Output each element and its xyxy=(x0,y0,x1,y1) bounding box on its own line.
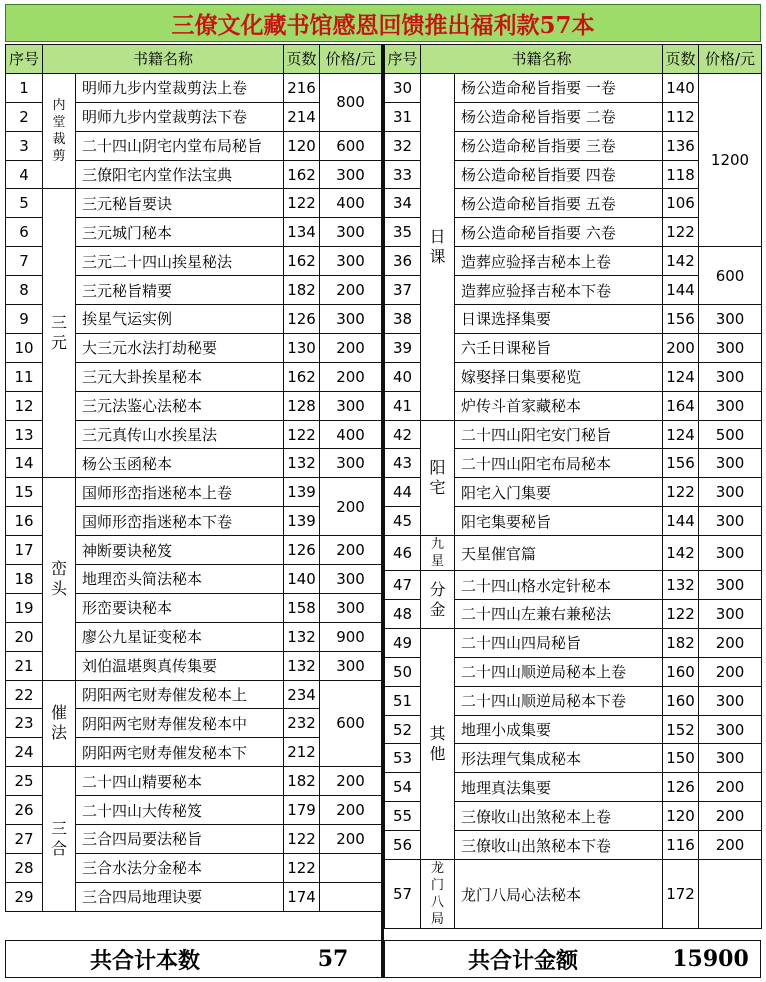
price-cell: 200 xyxy=(320,825,382,854)
row-number: 39 xyxy=(385,333,421,362)
row-number: 40 xyxy=(385,362,421,391)
header-name: 书籍名称 xyxy=(421,45,663,74)
header-pages: 页数 xyxy=(663,45,699,74)
book-title: 六壬日课秘旨 xyxy=(455,333,663,362)
page-count: 232 xyxy=(284,709,320,738)
page-count: 156 xyxy=(663,305,699,334)
book-title: 三元城门秘本 xyxy=(76,218,284,247)
page-count: 140 xyxy=(663,73,699,102)
price-cell: 200 xyxy=(699,773,762,802)
book-title: 二十四山左兼右兼秘法 xyxy=(455,600,663,629)
page-count: 150 xyxy=(663,744,699,773)
row-number: 29 xyxy=(6,882,43,911)
book-title: 国师形峦指迷秘本上卷 xyxy=(76,478,284,507)
price-cell: 200 xyxy=(320,333,382,362)
page-count: 122 xyxy=(284,189,320,218)
row-number: 20 xyxy=(6,622,43,651)
page-count: 122 xyxy=(663,600,699,629)
price-cell: 300 xyxy=(699,449,762,478)
page-count: 214 xyxy=(284,102,320,131)
book-title: 杨公造命秘旨指要 一卷 xyxy=(455,73,663,102)
price-cell: 200 xyxy=(320,767,382,796)
price-cell: 500 xyxy=(699,420,762,449)
page-count: 134 xyxy=(284,218,320,247)
page-count: 122 xyxy=(284,853,320,882)
row-number: 52 xyxy=(385,715,421,744)
book-title: 日课选择集要 xyxy=(455,305,663,334)
page-count: 112 xyxy=(663,102,699,131)
page-count: 126 xyxy=(284,305,320,334)
total-amount-label: 共合计金额 xyxy=(467,947,578,974)
page-count: 144 xyxy=(663,507,699,536)
row-number: 8 xyxy=(6,276,43,305)
row-number: 14 xyxy=(6,449,43,478)
row-number: 36 xyxy=(385,247,421,276)
price-cell: 300 xyxy=(699,362,762,391)
price-cell: 200 xyxy=(320,362,382,391)
table-row xyxy=(385,628,762,657)
page-count: 182 xyxy=(284,767,320,796)
price-cell: 300 xyxy=(320,305,382,334)
book-title: 三元法鉴心法秘本 xyxy=(76,391,284,420)
book-title: 三合水法分金秘本 xyxy=(76,853,284,882)
page-count: 216 xyxy=(284,73,320,102)
price-cell: 900 xyxy=(320,622,382,651)
row-number: 1 xyxy=(6,73,43,102)
page-title: 三僚文化藏书馆感恩回馈推出福利款57本 xyxy=(171,11,595,39)
row-number: 23 xyxy=(6,709,43,738)
row-number: 49 xyxy=(385,628,421,657)
price-cell: 300 xyxy=(320,247,382,276)
row-number: 3 xyxy=(6,131,43,160)
book-title: 挨星气运实例 xyxy=(76,305,284,334)
table-row xyxy=(385,536,762,571)
row-number: 34 xyxy=(385,189,421,218)
row-number: 19 xyxy=(6,593,43,622)
table-row xyxy=(385,420,762,449)
price-cell: 300 xyxy=(699,744,762,773)
price-cell: 600 xyxy=(320,131,382,160)
page-count: 212 xyxy=(284,738,320,767)
row-number: 6 xyxy=(6,218,43,247)
page-count: 182 xyxy=(663,628,699,657)
book-title: 龙门八局心法秘本 xyxy=(455,860,663,929)
page-count: 132 xyxy=(284,449,320,478)
price-cell: 300 xyxy=(699,305,762,334)
page-count: 174 xyxy=(284,882,320,911)
category-cell: 峦 头 xyxy=(43,478,76,680)
price-cell: 800 xyxy=(320,73,382,131)
header-name: 书籍名称 xyxy=(43,45,284,74)
book-title: 三合四局地理诀要 xyxy=(76,882,284,911)
row-number: 35 xyxy=(385,218,421,247)
price-cell: 300 xyxy=(320,218,382,247)
price-cell: 300 xyxy=(699,478,762,507)
price-cell: 300 xyxy=(699,536,762,571)
page-count: 139 xyxy=(284,507,320,536)
book-title: 刘伯温堪舆真传集要 xyxy=(76,651,284,680)
row-number: 43 xyxy=(385,449,421,478)
page-count: 179 xyxy=(284,796,320,825)
page-count: 158 xyxy=(284,593,320,622)
total-count-label: 共合计本数 xyxy=(89,947,200,974)
category-cell: 阳 宅 xyxy=(421,420,455,536)
row-number: 44 xyxy=(385,478,421,507)
row-number: 38 xyxy=(385,305,421,334)
header-price: 价格/元 xyxy=(320,45,382,74)
price-cell: 300 xyxy=(320,391,382,420)
page-count: 140 xyxy=(284,565,320,594)
page-count: 122 xyxy=(663,478,699,507)
row-number: 50 xyxy=(385,657,421,686)
page-count: 182 xyxy=(284,276,320,305)
page-count: 160 xyxy=(663,657,699,686)
price-cell: 600 xyxy=(699,247,762,305)
price-cell: 1200 xyxy=(699,73,762,246)
page-count: 172 xyxy=(663,860,699,929)
book-title: 三元大卦挨星秘本 xyxy=(76,362,284,391)
page-count: 162 xyxy=(284,247,320,276)
price-cell: 300 xyxy=(699,600,762,629)
table-row xyxy=(385,73,762,102)
page-count: 136 xyxy=(663,131,699,160)
row-number: 33 xyxy=(385,160,421,189)
row-number: 25 xyxy=(6,767,43,796)
price-cell: 300 xyxy=(320,565,382,594)
book-title: 阳宅入门集要 xyxy=(455,478,663,507)
book-title: 造葬应验择吉秘本下卷 xyxy=(455,276,663,305)
price-cell: 200 xyxy=(320,478,382,536)
price-cell: 300 xyxy=(699,686,762,715)
price-cell: 300 xyxy=(320,651,382,680)
page-count: 122 xyxy=(284,420,320,449)
page-count: 200 xyxy=(663,333,699,362)
page-count: 120 xyxy=(284,131,320,160)
row-number: 42 xyxy=(385,420,421,449)
price-cell xyxy=(320,882,382,911)
page-count: 124 xyxy=(663,362,699,391)
book-title: 明师九步内堂裁剪法上卷 xyxy=(76,73,284,102)
book-title: 地理真法集要 xyxy=(455,773,663,802)
book-title: 明师九步内堂裁剪法下卷 xyxy=(76,102,284,131)
table-header xyxy=(6,45,382,74)
book-title: 国师形峦指迷秘本下卷 xyxy=(76,507,284,536)
page-count: 128 xyxy=(284,391,320,420)
page-count: 162 xyxy=(284,362,320,391)
row-number: 24 xyxy=(6,738,43,767)
book-title: 二十四山阴宅内堂布局秘旨 xyxy=(76,131,284,160)
row-number: 41 xyxy=(385,391,421,420)
page-count: 139 xyxy=(284,478,320,507)
category-cell: 其 他 xyxy=(421,628,455,859)
table-row xyxy=(6,767,382,796)
book-title: 嫁娶择日集要秘览 xyxy=(455,362,663,391)
row-number: 9 xyxy=(6,305,43,334)
category-cell: 日 课 xyxy=(421,73,455,420)
page-count: 120 xyxy=(663,802,699,831)
row-number: 48 xyxy=(385,600,421,629)
row-number: 26 xyxy=(6,796,43,825)
price-cell: 200 xyxy=(699,628,762,657)
book-title: 三元真传山水挨星法 xyxy=(76,420,284,449)
book-title: 三僚收山出煞秘本下卷 xyxy=(455,831,663,860)
page-count: 126 xyxy=(663,773,699,802)
book-title: 三僚收山出煞秘本上卷 xyxy=(455,802,663,831)
row-number: 15 xyxy=(6,478,43,507)
page-count: 132 xyxy=(284,651,320,680)
table-row xyxy=(6,478,382,507)
category-cell: 龙 门 八 局 xyxy=(421,860,455,929)
category-cell: 九 星 xyxy=(421,536,455,571)
book-title: 阳宅集要秘旨 xyxy=(455,507,663,536)
price-cell: 600 xyxy=(320,680,382,767)
price-cell: 300 xyxy=(699,333,762,362)
book-title: 二十四山顺逆局秘本下卷 xyxy=(455,686,663,715)
book-title: 二十四山顺逆局秘本上卷 xyxy=(455,657,663,686)
row-number: 32 xyxy=(385,131,421,160)
row-number: 2 xyxy=(6,102,43,131)
page-count: 142 xyxy=(663,247,699,276)
book-title: 廖公九星证变秘本 xyxy=(76,622,284,651)
book-title: 二十四山阳宅布局秘本 xyxy=(455,449,663,478)
book-title: 形峦要诀秘本 xyxy=(76,593,284,622)
table-row xyxy=(6,189,382,218)
book-title: 杨公造命秘旨指要 二卷 xyxy=(455,102,663,131)
book-title: 二十四山格水定针秘本 xyxy=(455,571,663,600)
totals-row xyxy=(5,940,761,978)
book-title: 神断要诀秘笈 xyxy=(76,536,284,565)
price-cell: 200 xyxy=(699,831,762,860)
row-number: 55 xyxy=(385,802,421,831)
category-cell: 分 金 xyxy=(421,571,455,629)
book-title: 造葬应验择吉秘本上卷 xyxy=(455,247,663,276)
book-title: 二十四山四局秘旨 xyxy=(455,628,663,657)
table-row xyxy=(6,680,382,709)
page-count: 156 xyxy=(663,449,699,478)
book-title: 二十四山阳宅安门秘旨 xyxy=(455,420,663,449)
row-number: 28 xyxy=(6,853,43,882)
book-title: 二十四山精要秘本 xyxy=(76,767,284,796)
row-number: 31 xyxy=(385,102,421,131)
book-title: 大三元水法打劫秘要 xyxy=(76,333,284,362)
book-title: 三元二十四山挨星秘法 xyxy=(76,247,284,276)
price-cell: 400 xyxy=(320,189,382,218)
page-count: 126 xyxy=(284,536,320,565)
row-number: 16 xyxy=(6,507,43,536)
price-cell: 200 xyxy=(320,276,382,305)
page-count: 132 xyxy=(663,571,699,600)
book-title: 阴阳两宅财寿催发秘本中 xyxy=(76,709,284,738)
price-cell xyxy=(320,853,382,882)
book-table-right xyxy=(384,44,762,929)
book-title: 二十四山大传秘笈 xyxy=(76,796,284,825)
category-cell: 催 法 xyxy=(43,680,76,767)
price-cell: 300 xyxy=(699,507,762,536)
page-count: 118 xyxy=(663,160,699,189)
page-count: 164 xyxy=(663,391,699,420)
category-cell: 三 合 xyxy=(43,767,76,911)
row-number: 5 xyxy=(6,189,43,218)
book-title: 形法理气集成秘本 xyxy=(455,744,663,773)
total-count: 57 xyxy=(317,946,349,972)
price-cell: 400 xyxy=(320,420,382,449)
page-count: 116 xyxy=(663,831,699,860)
page-count: 130 xyxy=(284,333,320,362)
price-cell: 200 xyxy=(699,657,762,686)
book-title: 杨公造命秘旨指要 三卷 xyxy=(455,131,663,160)
book-title: 杨公造命秘旨指要 四卷 xyxy=(455,160,663,189)
row-number: 46 xyxy=(385,536,421,571)
header-no: 序号 xyxy=(385,45,421,74)
total-amount: 15900 xyxy=(672,946,749,972)
header-no: 序号 xyxy=(6,45,43,74)
price-cell: 300 xyxy=(699,391,762,420)
book-title: 三僚阳宅内堂作法宝典 xyxy=(76,160,284,189)
book-title: 炉传斗首家藏秘本 xyxy=(455,391,663,420)
page-count: 152 xyxy=(663,715,699,744)
page-count: 124 xyxy=(663,420,699,449)
row-number: 4 xyxy=(6,160,43,189)
table-row xyxy=(385,571,762,600)
row-number: 11 xyxy=(6,362,43,391)
page-count: 144 xyxy=(663,276,699,305)
row-number: 17 xyxy=(6,536,43,565)
row-number: 57 xyxy=(385,860,421,929)
price-cell: 300 xyxy=(320,160,382,189)
category-cell: 三 元 xyxy=(43,189,76,478)
row-number: 56 xyxy=(385,831,421,860)
row-number: 21 xyxy=(6,651,43,680)
book-title: 阴阳两宅财寿催发秘本下 xyxy=(76,738,284,767)
book-title: 阴阳两宅财寿催发秘本上 xyxy=(76,680,284,709)
header-pages: 页数 xyxy=(284,45,320,74)
row-number: 18 xyxy=(6,565,43,594)
row-number: 45 xyxy=(385,507,421,536)
page-count: 160 xyxy=(663,686,699,715)
row-number: 27 xyxy=(6,825,43,854)
category-cell: 内 堂 裁 剪 xyxy=(43,73,76,189)
row-number: 54 xyxy=(385,773,421,802)
row-number: 51 xyxy=(385,686,421,715)
row-number: 22 xyxy=(6,680,43,709)
row-number: 37 xyxy=(385,276,421,305)
book-title: 杨公造命秘旨指要 五卷 xyxy=(455,189,663,218)
row-number: 13 xyxy=(6,420,43,449)
page-count: 132 xyxy=(284,622,320,651)
book-title: 三元秘旨要诀 xyxy=(76,189,284,218)
header-price: 价格/元 xyxy=(699,45,762,74)
book-title: 地理小成集要 xyxy=(455,715,663,744)
row-number: 10 xyxy=(6,333,43,362)
title-banner xyxy=(5,4,761,42)
page-count: 162 xyxy=(284,160,320,189)
book-title: 天星催官篇 xyxy=(455,536,663,571)
price-cell: 300 xyxy=(320,449,382,478)
page-count: 142 xyxy=(663,536,699,571)
book-title: 杨公造命秘旨指要 六卷 xyxy=(455,218,663,247)
page-count: 122 xyxy=(663,218,699,247)
row-number: 12 xyxy=(6,391,43,420)
price-cell: 300 xyxy=(320,593,382,622)
table-row xyxy=(385,860,762,929)
price-cell: 300 xyxy=(699,571,762,600)
book-title: 地理峦头简法秘本 xyxy=(76,565,284,594)
price-cell: 200 xyxy=(699,802,762,831)
table-row xyxy=(6,73,382,102)
page-count: 106 xyxy=(663,189,699,218)
book-title: 三合四局要法秘旨 xyxy=(76,825,284,854)
row-number: 7 xyxy=(6,247,43,276)
price-cell: 200 xyxy=(320,796,382,825)
price-cell: 200 xyxy=(320,536,382,565)
price-cell: 300 xyxy=(699,715,762,744)
row-number: 30 xyxy=(385,73,421,102)
page-count: 122 xyxy=(284,825,320,854)
book-table-left xyxy=(5,44,382,912)
page-count: 234 xyxy=(284,680,320,709)
row-number: 47 xyxy=(385,571,421,600)
book-title: 杨公玉函秘本 xyxy=(76,449,284,478)
row-number: 53 xyxy=(385,744,421,773)
book-title: 三元秘旨精要 xyxy=(76,276,284,305)
price-cell xyxy=(699,860,762,929)
table-header xyxy=(385,45,762,74)
